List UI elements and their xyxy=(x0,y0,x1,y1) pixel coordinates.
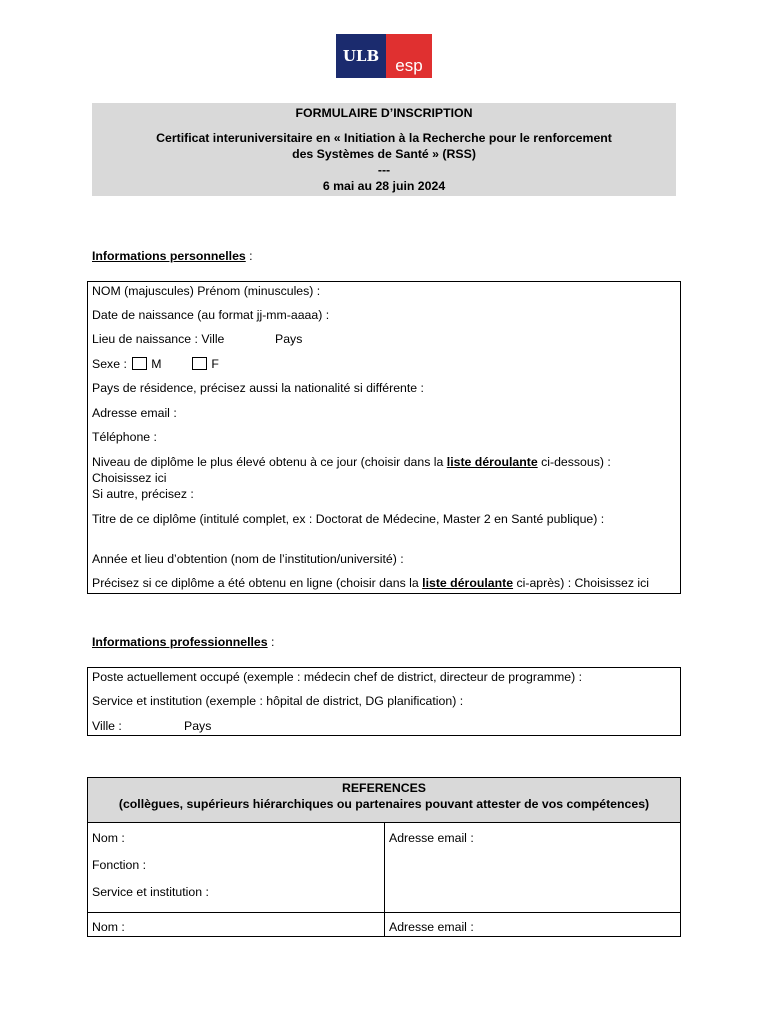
degree-other-field[interactable]: Si autre, précisez : xyxy=(92,487,194,501)
reference-1-name[interactable]: Nom : xyxy=(92,831,125,845)
form-separator: --- xyxy=(377,163,391,177)
references-title: REFERENCES xyxy=(341,781,427,795)
work-city-label: Ville : xyxy=(92,719,122,733)
email-field[interactable]: Adresse email : xyxy=(92,406,177,420)
references-table xyxy=(87,777,681,937)
form-subtitle-line1: Certificat interuniversitaire en « Initiation à la Recherche pour le renforcement xyxy=(156,131,612,145)
reference-1-function[interactable]: Fonction : xyxy=(92,858,146,872)
form-subtitle-line2: des Systèmes de Santé » (RSS) xyxy=(292,147,476,161)
form-title: FORMULAIRE D’INSCRIPTION xyxy=(295,106,473,120)
professional-section-title xyxy=(92,635,274,649)
reference-1-email[interactable]: Adresse email : xyxy=(389,831,474,845)
professional-info-box xyxy=(87,667,681,736)
ulb-esp-logo xyxy=(336,34,432,78)
reference-1-right xyxy=(384,823,680,912)
sex-label: Sexe : xyxy=(92,357,127,371)
reference-row-2 xyxy=(88,913,680,936)
degree-level-suffix: ci-dessous) : xyxy=(537,455,611,469)
birthdate-field[interactable]: Date de naissance (au format jj-mm-aaaa) : xyxy=(92,308,330,322)
ulb-logo: ULB xyxy=(336,34,386,78)
birthplace-country-label: Pays xyxy=(275,332,303,346)
service-field[interactable]: Service et institution (exemple : hôpital de district, DG planification) : xyxy=(92,694,464,708)
degree-level-label: Niveau de diplôme le plus élevé obtenu à ce jour (choisir dans la xyxy=(92,455,447,469)
sex-m-label: M xyxy=(151,357,162,371)
reference-2-email[interactable]: Adresse email : xyxy=(389,920,474,934)
form-dates: 6 mai au 28 juin 2024 xyxy=(322,179,446,193)
work-location-field[interactable] xyxy=(92,719,212,733)
degree-year-field[interactable]: Année et lieu d’obtention (nom de l’institution/université) : xyxy=(92,552,404,566)
reference-2-left xyxy=(88,913,384,936)
personal-section-heading: Informations personnelles xyxy=(92,249,246,263)
reference-2-name[interactable]: Nom : xyxy=(92,920,125,934)
reference-1-left xyxy=(88,823,384,912)
references-header xyxy=(88,778,680,823)
degree-online-label: Précisez si ce diplôme a été obtenu en ligne (choisir dans la xyxy=(92,576,423,590)
sex-f-checkbox[interactable] xyxy=(192,357,207,370)
name-field[interactable]: NOM (majuscules) Prénom (minuscules) : xyxy=(92,284,321,298)
online-choice-dropdown[interactable]: ci-après) : Choisissez ici xyxy=(513,576,650,590)
professional-section-colon: : xyxy=(267,635,275,649)
degree-title-field[interactable]: Titre de ce diplôme (intitulé complet, ex : Doctorat de Médecine, Master 2 en Santé publique) : xyxy=(92,512,605,526)
references-subtitle: (collègues, supérieurs hiérarchiques ou partenaires pouvant attester de vos compétences) xyxy=(118,797,650,811)
birthplace-field[interactable] xyxy=(92,332,303,346)
professional-section-heading: Informations professionnelles xyxy=(92,635,268,649)
reference-2-right xyxy=(384,913,680,936)
personal-section-colon: : xyxy=(245,249,253,263)
sex-f-label: F xyxy=(211,357,219,371)
degree-level-field xyxy=(92,455,611,469)
personal-section-title xyxy=(92,249,253,263)
esp-logo: esp xyxy=(386,34,432,78)
reference-row-1 xyxy=(88,823,680,913)
phone-field[interactable]: Téléphone : xyxy=(92,430,157,444)
sex-m-checkbox[interactable] xyxy=(132,357,147,370)
reference-1-service[interactable]: Service et institution : xyxy=(92,885,209,899)
online-dropdown-link[interactable]: liste déroulante xyxy=(422,576,514,590)
degree-choice-dropdown[interactable]: Choisissez ici xyxy=(92,471,167,485)
degree-dropdown-link[interactable]: liste déroulante xyxy=(446,455,538,469)
position-field[interactable]: Poste actuellement occupé (exemple : médecin chef de district, directeur de programme) : xyxy=(92,670,583,684)
work-country-label: Pays xyxy=(184,719,212,733)
form-header xyxy=(92,103,676,196)
degree-online-field xyxy=(92,576,649,590)
birthplace-city-label: Lieu de naissance : Ville xyxy=(92,332,225,346)
residence-field[interactable]: Pays de résidence, précisez aussi la nationalité si différente : xyxy=(92,381,424,395)
sex-field xyxy=(92,357,219,371)
personal-info-box xyxy=(87,281,681,594)
